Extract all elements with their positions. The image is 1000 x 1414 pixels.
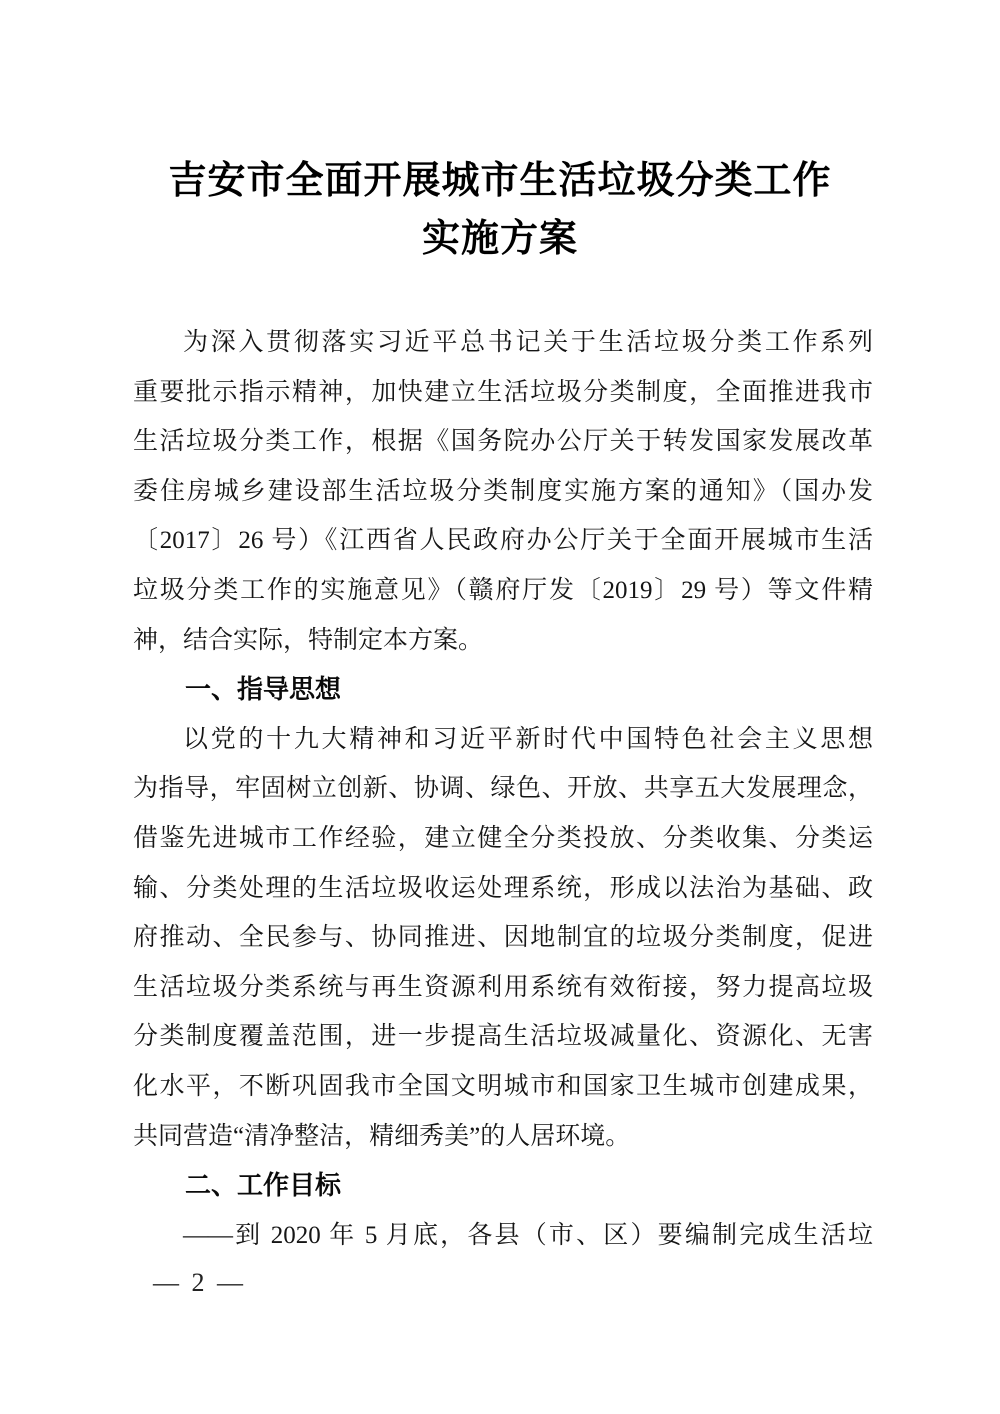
body-line: 重要批示指示精神，加快建立生活垃圾分类制度，全面推进我市 <box>133 378 873 406</box>
body-line: 〔2017〕26 号）《江西省人民政府办公厅关于全面开展城市生活 <box>133 527 873 555</box>
paragraph-section-2 <box>133 1211 873 1261</box>
section-heading-2: 二、工作目标 <box>185 1170 342 1201</box>
body-line: 生活垃圾分类系统与再生资源利用系统有效衔接，努力提高垃圾 <box>133 973 873 1001</box>
body-line: 借鉴先进城市工作经验，建立健全分类投放、分类收集、分类运 <box>133 824 873 852</box>
section-heading-1: 一、指导思想 <box>185 674 342 705</box>
body-line: 化水平，不断巩固我市全国文明城市和国家卫生城市创建成果， <box>133 1072 873 1100</box>
body-line: 府推动、全民参与、协同推进、因地制宜的垃圾分类制度，促进 <box>133 924 873 952</box>
body-line: 分类制度覆盖范围，进一步提高生活垃圾减量化、资源化、无害 <box>133 1023 873 1051</box>
body-line: 以党的十九大精神和习近平新时代中国特色社会主义思想 <box>183 725 873 753</box>
paragraph-intro <box>133 318 873 665</box>
body-line: 垃圾分类工作的实施意见》（赣府厅发〔2019〕29 号）等文件精 <box>133 576 873 604</box>
body-line: 共同营造“清净整洁，精细秀美”的人居环境。 <box>133 1122 631 1150</box>
title-line-1: 吉安市全面开展城市生活垃圾分类工作 <box>168 160 832 202</box>
body-line: 为指导，牢固树立创新、协调、绿色、开放、共享五大发展理念， <box>133 775 873 803</box>
body-line: 输、分类处理的生活垃圾收运处理系统，形成以法治为基础、政 <box>133 874 873 902</box>
body-line: 神，结合实际，特制定本方案。 <box>133 626 484 654</box>
paragraph-section-1 <box>133 715 873 1161</box>
body-line: 生活垃圾分类工作，根据《国务院办公厅关于转发国家发展改革 <box>133 428 873 456</box>
body-line: ——到 2020 年 5 月底，各县（市、区）要编制完成生活垃 <box>183 1221 873 1249</box>
document-title <box>0 152 1000 268</box>
document-body <box>133 318 873 1260</box>
body-line: 为深入贯彻落实习近平总书记关于生活垃圾分类工作系列 <box>183 329 873 356</box>
title-line-2: 实施方案 <box>421 218 578 260</box>
page-number: — 2 — <box>153 1268 246 1297</box>
body-line: 委住房城乡建设部生活垃圾分类制度实施方案的通知》（国办发 <box>133 477 873 505</box>
